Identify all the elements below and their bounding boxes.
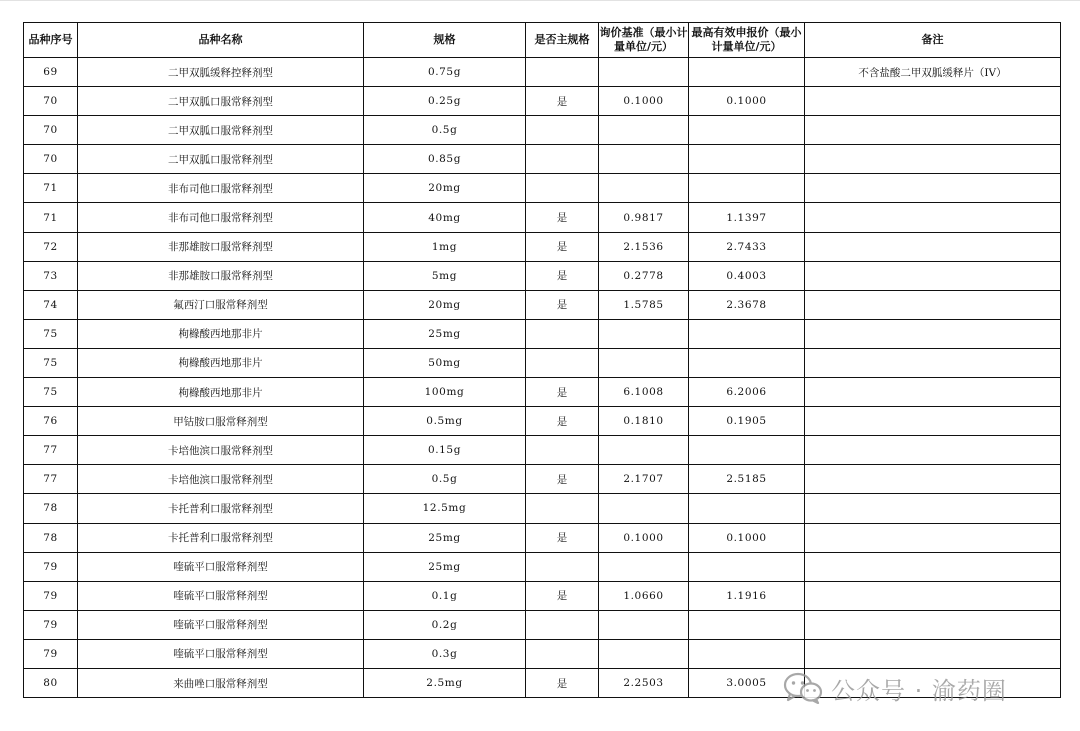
drug-price-table bbox=[23, 22, 1061, 698]
cell-base-price: 2.1707 bbox=[599, 465, 689, 494]
header-variety-no: 品种序号 bbox=[24, 23, 78, 58]
cell-spec: 25mg bbox=[364, 552, 526, 581]
cell-max-quote bbox=[689, 348, 805, 377]
cell-max-quote: 2.5185 bbox=[689, 465, 805, 494]
cell-is-main-spec bbox=[526, 494, 599, 523]
table-row bbox=[24, 581, 1061, 610]
cell-spec: 2.5mg bbox=[364, 668, 526, 697]
table-row bbox=[24, 407, 1061, 436]
header-note: 备注 bbox=[805, 23, 1061, 58]
cell-base-price: 1.0660 bbox=[599, 581, 689, 610]
cell-note bbox=[805, 203, 1061, 232]
cell-note bbox=[805, 319, 1061, 348]
cell-base-price bbox=[599, 116, 689, 145]
cell-is-main-spec: 是 bbox=[526, 668, 599, 697]
cell-note bbox=[805, 232, 1061, 261]
cell-note bbox=[805, 290, 1061, 319]
cell-note bbox=[805, 378, 1061, 407]
cell-is-main-spec: 是 bbox=[526, 465, 599, 494]
cell-base-price bbox=[599, 436, 689, 465]
cell-variety-no: 79 bbox=[24, 552, 78, 581]
cell-is-main-spec: 是 bbox=[526, 407, 599, 436]
cell-is-main-spec bbox=[526, 116, 599, 145]
cell-variety-no: 78 bbox=[24, 494, 78, 523]
cell-note bbox=[805, 552, 1061, 581]
cell-note bbox=[805, 581, 1061, 610]
cell-spec: 25mg bbox=[364, 319, 526, 348]
cell-variety-no: 70 bbox=[24, 145, 78, 174]
cell-variety-no: 71 bbox=[24, 174, 78, 203]
cell-variety-no: 80 bbox=[24, 668, 78, 697]
table-row bbox=[24, 116, 1061, 145]
cell-variety-name: 二甲双胍缓释控释剂型 bbox=[78, 58, 364, 87]
cell-variety-name: 枸橼酸西地那非片 bbox=[78, 378, 364, 407]
cell-note bbox=[805, 145, 1061, 174]
cell-variety-no: 76 bbox=[24, 407, 78, 436]
cell-base-price: 2.2503 bbox=[599, 668, 689, 697]
cell-max-quote bbox=[689, 145, 805, 174]
cell-variety-name: 卡培他滨口服常释剂型 bbox=[78, 465, 364, 494]
table-row bbox=[24, 203, 1061, 232]
cell-spec: 0.2g bbox=[364, 610, 526, 639]
cell-base-price bbox=[599, 494, 689, 523]
cell-note: 不含盐酸二甲双胍缓释片（IV） bbox=[805, 58, 1061, 87]
cell-spec: 0.5g bbox=[364, 116, 526, 145]
cell-max-quote bbox=[689, 116, 805, 145]
cell-note bbox=[805, 174, 1061, 203]
cell-variety-no: 75 bbox=[24, 319, 78, 348]
cell-max-quote bbox=[689, 436, 805, 465]
cell-variety-name: 喹硫平口服常释剂型 bbox=[78, 581, 364, 610]
cell-variety-no: 70 bbox=[24, 116, 78, 145]
cell-base-price bbox=[599, 348, 689, 377]
cell-note bbox=[805, 610, 1061, 639]
cell-max-quote bbox=[689, 319, 805, 348]
cell-max-quote bbox=[689, 552, 805, 581]
cell-variety-name: 非布司他口服常释剂型 bbox=[78, 203, 364, 232]
cell-note bbox=[805, 348, 1061, 377]
cell-is-main-spec: 是 bbox=[526, 232, 599, 261]
cell-is-main-spec: 是 bbox=[526, 203, 599, 232]
cell-is-main-spec: 是 bbox=[526, 290, 599, 319]
cell-note bbox=[805, 465, 1061, 494]
cell-variety-name: 二甲双胍口服常释剂型 bbox=[78, 145, 364, 174]
cell-variety-no: 79 bbox=[24, 610, 78, 639]
cell-base-price bbox=[599, 58, 689, 87]
cell-variety-name: 喹硫平口服常释剂型 bbox=[78, 639, 364, 668]
cell-spec: 5mg bbox=[364, 261, 526, 290]
cell-variety-no: 72 bbox=[24, 232, 78, 261]
cell-note bbox=[805, 523, 1061, 552]
cell-variety-name: 非那雄胺口服常释剂型 bbox=[78, 261, 364, 290]
cell-max-quote: 0.1000 bbox=[689, 87, 805, 116]
cell-max-quote: 0.4003 bbox=[689, 261, 805, 290]
cell-variety-name: 非布司他口服常释剂型 bbox=[78, 174, 364, 203]
cell-variety-no: 71 bbox=[24, 203, 78, 232]
cell-is-main-spec bbox=[526, 639, 599, 668]
cell-variety-name: 二甲双胍口服常释剂型 bbox=[78, 116, 364, 145]
cell-max-quote bbox=[689, 494, 805, 523]
wechat-watermark bbox=[783, 672, 1007, 704]
cell-base-price: 0.1000 bbox=[599, 523, 689, 552]
table-row bbox=[24, 87, 1061, 116]
cell-max-quote bbox=[689, 58, 805, 87]
cell-spec: 0.1g bbox=[364, 581, 526, 610]
cell-variety-name: 喹硫平口服常释剂型 bbox=[78, 552, 364, 581]
cell-max-quote: 2.3678 bbox=[689, 290, 805, 319]
cell-is-main-spec: 是 bbox=[526, 378, 599, 407]
table-row bbox=[24, 261, 1061, 290]
cell-spec: 0.25g bbox=[364, 87, 526, 116]
cell-variety-name: 枸橼酸西地那非片 bbox=[78, 319, 364, 348]
cell-max-quote: 1.1397 bbox=[689, 203, 805, 232]
cell-variety-name: 喹硫平口服常释剂型 bbox=[78, 610, 364, 639]
cell-note bbox=[805, 494, 1061, 523]
cell-max-quote bbox=[689, 639, 805, 668]
cell-is-main-spec bbox=[526, 348, 599, 377]
cell-base-price: 6.1008 bbox=[599, 378, 689, 407]
cell-base-price bbox=[599, 639, 689, 668]
table-row bbox=[24, 436, 1061, 465]
cell-base-price: 1.5785 bbox=[599, 290, 689, 319]
cell-variety-no: 69 bbox=[24, 58, 78, 87]
table-row bbox=[24, 639, 1061, 668]
cell-variety-no: 77 bbox=[24, 465, 78, 494]
cell-is-main-spec bbox=[526, 436, 599, 465]
cell-spec: 40mg bbox=[364, 203, 526, 232]
table-row bbox=[24, 232, 1061, 261]
cell-variety-name: 卡托普利口服常释剂型 bbox=[78, 523, 364, 552]
cell-spec: 20mg bbox=[364, 290, 526, 319]
cell-spec: 100mg bbox=[364, 378, 526, 407]
table-header-row bbox=[24, 23, 1061, 58]
header-max-quote: 最高有效申报价（最小计量单位/元） bbox=[689, 23, 805, 58]
table-row bbox=[24, 610, 1061, 639]
cell-is-main-spec: 是 bbox=[526, 581, 599, 610]
table-row bbox=[24, 465, 1061, 494]
cell-base-price: 0.1000 bbox=[599, 87, 689, 116]
cell-base-price bbox=[599, 319, 689, 348]
cell-is-main-spec bbox=[526, 174, 599, 203]
cell-max-quote: 0.1000 bbox=[689, 523, 805, 552]
cell-spec: 0.15g bbox=[364, 436, 526, 465]
cell-is-main-spec bbox=[526, 58, 599, 87]
cell-max-quote: 3.0005 bbox=[689, 668, 805, 697]
cell-spec: 1mg bbox=[364, 232, 526, 261]
cell-max-quote: 1.1916 bbox=[689, 581, 805, 610]
header-base-price: 询价基准（最小计量单位/元） bbox=[599, 23, 689, 58]
table-row bbox=[24, 378, 1061, 407]
cell-base-price bbox=[599, 145, 689, 174]
wechat-icon bbox=[783, 672, 823, 704]
cell-note bbox=[805, 407, 1061, 436]
cell-spec: 20mg bbox=[364, 174, 526, 203]
cell-spec: 0.5g bbox=[364, 465, 526, 494]
cell-spec: 50mg bbox=[364, 348, 526, 377]
cell-base-price: 0.2778 bbox=[599, 261, 689, 290]
cell-is-main-spec: 是 bbox=[526, 261, 599, 290]
table-row bbox=[24, 552, 1061, 581]
header-variety-name: 品种名称 bbox=[78, 23, 364, 58]
cell-is-main-spec bbox=[526, 145, 599, 174]
cell-note bbox=[805, 116, 1061, 145]
table-row bbox=[24, 58, 1061, 87]
cell-variety-name: 氟西汀口服常释剂型 bbox=[78, 290, 364, 319]
cell-variety-no: 77 bbox=[24, 436, 78, 465]
cell-variety-name: 卡托普利口服常释剂型 bbox=[78, 494, 364, 523]
cell-max-quote: 2.7433 bbox=[689, 232, 805, 261]
cell-variety-no: 70 bbox=[24, 87, 78, 116]
table-row bbox=[24, 290, 1061, 319]
cell-variety-name: 来曲唑口服常释剂型 bbox=[78, 668, 364, 697]
cell-variety-name: 非那雄胺口服常释剂型 bbox=[78, 232, 364, 261]
cell-variety-no: 75 bbox=[24, 348, 78, 377]
cell-base-price bbox=[599, 174, 689, 203]
header-is-main-spec: 是否主规格 bbox=[526, 23, 599, 58]
cell-variety-name: 卡培他滨口服常释剂型 bbox=[78, 436, 364, 465]
table-row bbox=[24, 348, 1061, 377]
cell-note bbox=[805, 261, 1061, 290]
cell-max-quote: 0.1905 bbox=[689, 407, 805, 436]
table-row bbox=[24, 145, 1061, 174]
cell-is-main-spec bbox=[526, 319, 599, 348]
cell-variety-no: 74 bbox=[24, 290, 78, 319]
cell-spec: 0.5mg bbox=[364, 407, 526, 436]
cell-note bbox=[805, 87, 1061, 116]
cell-base-price: 0.1810 bbox=[599, 407, 689, 436]
cell-variety-name: 二甲双胍口服常释剂型 bbox=[78, 87, 364, 116]
table-row bbox=[24, 319, 1061, 348]
cell-spec: 0.3g bbox=[364, 639, 526, 668]
cell-base-price bbox=[599, 610, 689, 639]
cell-max-quote: 6.2006 bbox=[689, 378, 805, 407]
table-row bbox=[24, 523, 1061, 552]
watermark-text: 公众号 · 渝药圈 bbox=[831, 676, 1007, 705]
cell-base-price: 2.1536 bbox=[599, 232, 689, 261]
cell-spec: 0.85g bbox=[364, 145, 526, 174]
cell-variety-no: 79 bbox=[24, 581, 78, 610]
cell-spec: 25mg bbox=[364, 523, 526, 552]
cell-is-main-spec: 是 bbox=[526, 523, 599, 552]
cell-is-main-spec: 是 bbox=[526, 87, 599, 116]
cell-variety-name: 甲钴胺口服常释剂型 bbox=[78, 407, 364, 436]
cell-note bbox=[805, 436, 1061, 465]
cell-base-price: 0.9817 bbox=[599, 203, 689, 232]
cell-variety-no: 78 bbox=[24, 523, 78, 552]
cell-variety-no: 75 bbox=[24, 378, 78, 407]
header-spec: 规格 bbox=[364, 23, 526, 58]
cell-is-main-spec bbox=[526, 552, 599, 581]
cell-max-quote bbox=[689, 610, 805, 639]
cell-note bbox=[805, 639, 1061, 668]
cell-base-price bbox=[599, 552, 689, 581]
cell-max-quote bbox=[689, 174, 805, 203]
page-top-edge bbox=[0, 0, 1080, 1]
cell-is-main-spec bbox=[526, 610, 599, 639]
cell-spec: 0.75g bbox=[364, 58, 526, 87]
table-row bbox=[24, 174, 1061, 203]
cell-spec: 12.5mg bbox=[364, 494, 526, 523]
table-row bbox=[24, 494, 1061, 523]
cell-variety-no: 73 bbox=[24, 261, 78, 290]
cell-variety-name: 枸橼酸西地那非片 bbox=[78, 348, 364, 377]
cell-variety-no: 79 bbox=[24, 639, 78, 668]
